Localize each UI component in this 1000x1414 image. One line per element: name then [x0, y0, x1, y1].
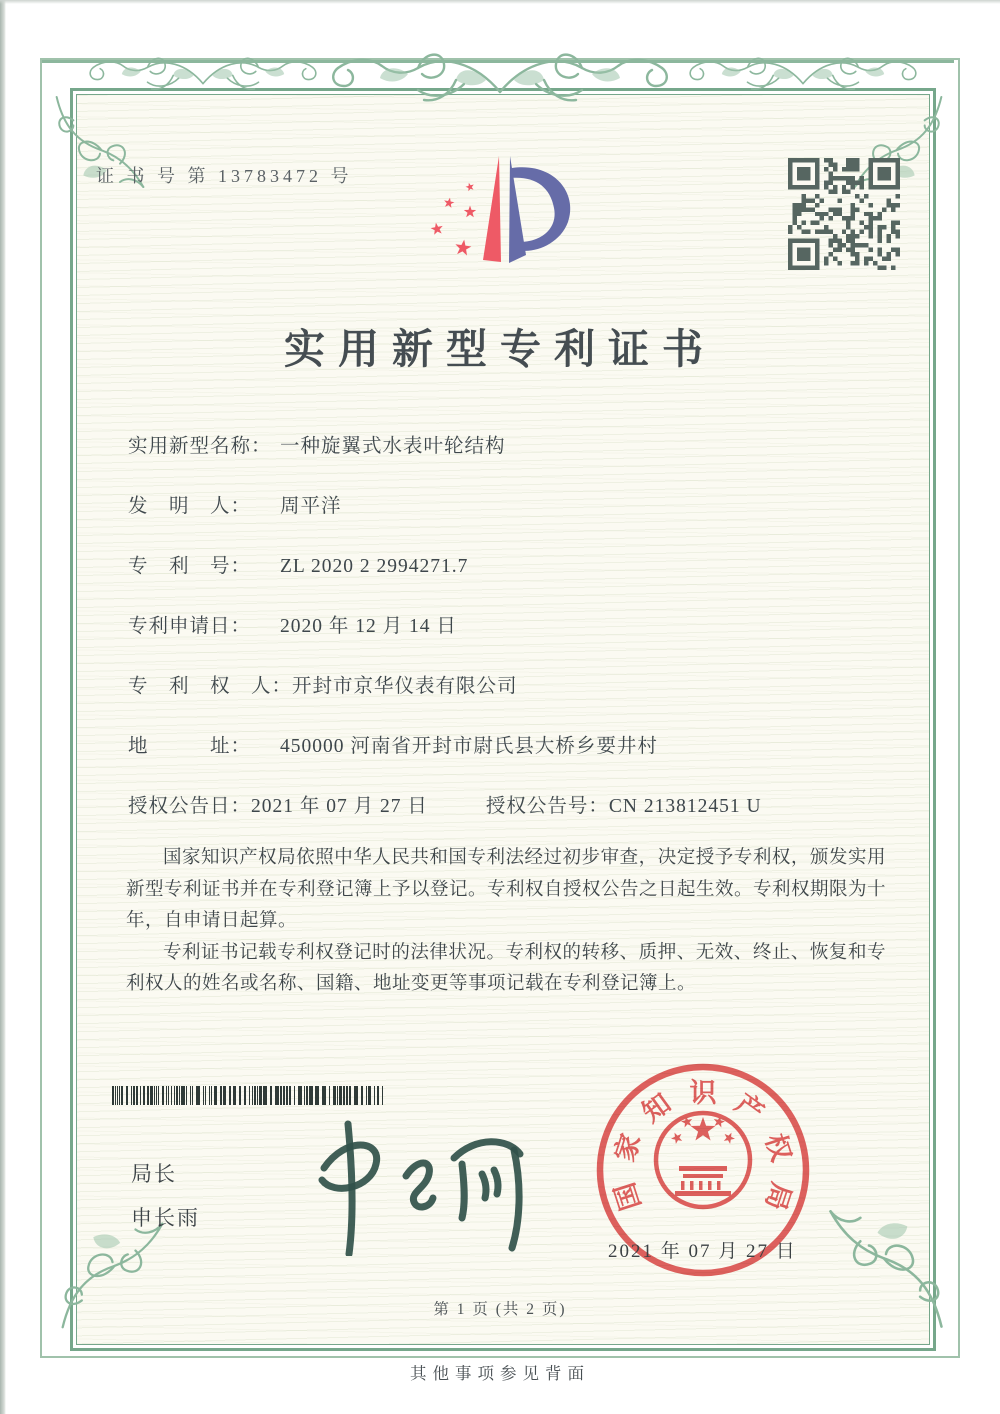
- national-emblem-icon: [656, 1113, 750, 1207]
- svg-text:识: 识: [689, 1078, 717, 1108]
- field-label: 地 址：: [128, 736, 252, 757]
- certificate-title: 实用新型专利证书: [284, 326, 716, 372]
- director-signature-icon: [286, 1106, 546, 1256]
- field-label: 专 利 号：: [128, 556, 252, 577]
- field-pair: [128, 496, 342, 517]
- field-label: 授权公告号：: [485, 796, 609, 817]
- field-value: 开封市京华仪表有限公司: [292, 676, 518, 697]
- field-value: 2021 年 07 月 27 日: [251, 796, 428, 817]
- field-value: ZL 2020 2 2994271.7: [280, 556, 469, 577]
- svg-text:局: 局: [759, 1178, 797, 1214]
- seal-date: 2021 年 07 月 27 日: [608, 1241, 797, 1262]
- field-row: [128, 610, 888, 670]
- field-row: [128, 550, 888, 610]
- field-row: [128, 430, 888, 490]
- certificate-fields: [128, 430, 888, 850]
- field-row: [128, 730, 888, 790]
- field-row: [128, 670, 888, 730]
- legal-paragraph-1: 国家知识产权局依照中华人民共和国专利法经过初步审查，决定授予专利权，颁发实用新型专利证书并在专利登记簿上予以登记。专利权自授权公告之日起生效。专利权期限为十年，自申请日起算。: [126, 848, 887, 931]
- back-note: 其他事项参见背面: [410, 1364, 590, 1383]
- field-value: 周平洋: [280, 496, 342, 517]
- field-pair: [128, 556, 468, 577]
- field-value: CN 213812451 U: [608, 796, 762, 817]
- field-value: 450000 河南省开封市尉氏县大桥乡要井村: [280, 736, 658, 757]
- field-pair: [128, 436, 506, 457]
- field-label: 发 明 人：: [128, 496, 252, 517]
- scan-edge-shadow: [0, 0, 6, 1414]
- field-pair: [128, 796, 428, 817]
- top-center-flourish: [330, 28, 670, 138]
- svg-text:权: 权: [759, 1130, 797, 1166]
- field-row: [128, 490, 888, 550]
- svg-text:国: 国: [609, 1178, 647, 1214]
- certificate-number: 证 书 号 第 13783472 号: [96, 166, 353, 186]
- field-value: 2020 年 12 月 14 日: [280, 616, 457, 637]
- signer-title: 局长: [131, 1162, 177, 1186]
- logo-red-wedge: [483, 156, 501, 262]
- field-label: 实用新型名称：: [128, 436, 272, 457]
- field-pair: [128, 616, 457, 637]
- legal-paragraphs: [126, 843, 886, 1001]
- signer-name: 申长雨: [131, 1206, 200, 1230]
- qr-code-icon: [788, 158, 900, 270]
- field-label: 授权公告日：: [128, 796, 252, 817]
- field-pair: [128, 676, 518, 697]
- svg-text:家: 家: [609, 1130, 647, 1166]
- legal-paragraph-2: 专利证书记载专利权登记时的法律状况。专利权的转移、质押、无效、终止、恢复和专利权人的姓名或名称、国籍、地址变更等事项记载在专利登记簿上。: [126, 942, 886, 994]
- logo-stars: [431, 183, 477, 256]
- field-pair: [486, 796, 762, 817]
- svg-text:知: 知: [636, 1088, 677, 1129]
- field-row: [128, 790, 888, 850]
- barcode-icon: [112, 1086, 387, 1105]
- cnipa-logo-icon: [420, 146, 590, 286]
- field-label: 专利申请日：: [128, 616, 252, 637]
- scan-edge-shadow-top: [0, 0, 1000, 4]
- field-pair: [128, 736, 658, 757]
- field-value: 一种旋翼式水表叶轮结构: [280, 436, 506, 457]
- page-number: 第 1 页 (共 2 页): [433, 1301, 567, 1318]
- field-label: 专 利 权 人：: [128, 676, 293, 697]
- svg-text:产: 产: [729, 1088, 770, 1129]
